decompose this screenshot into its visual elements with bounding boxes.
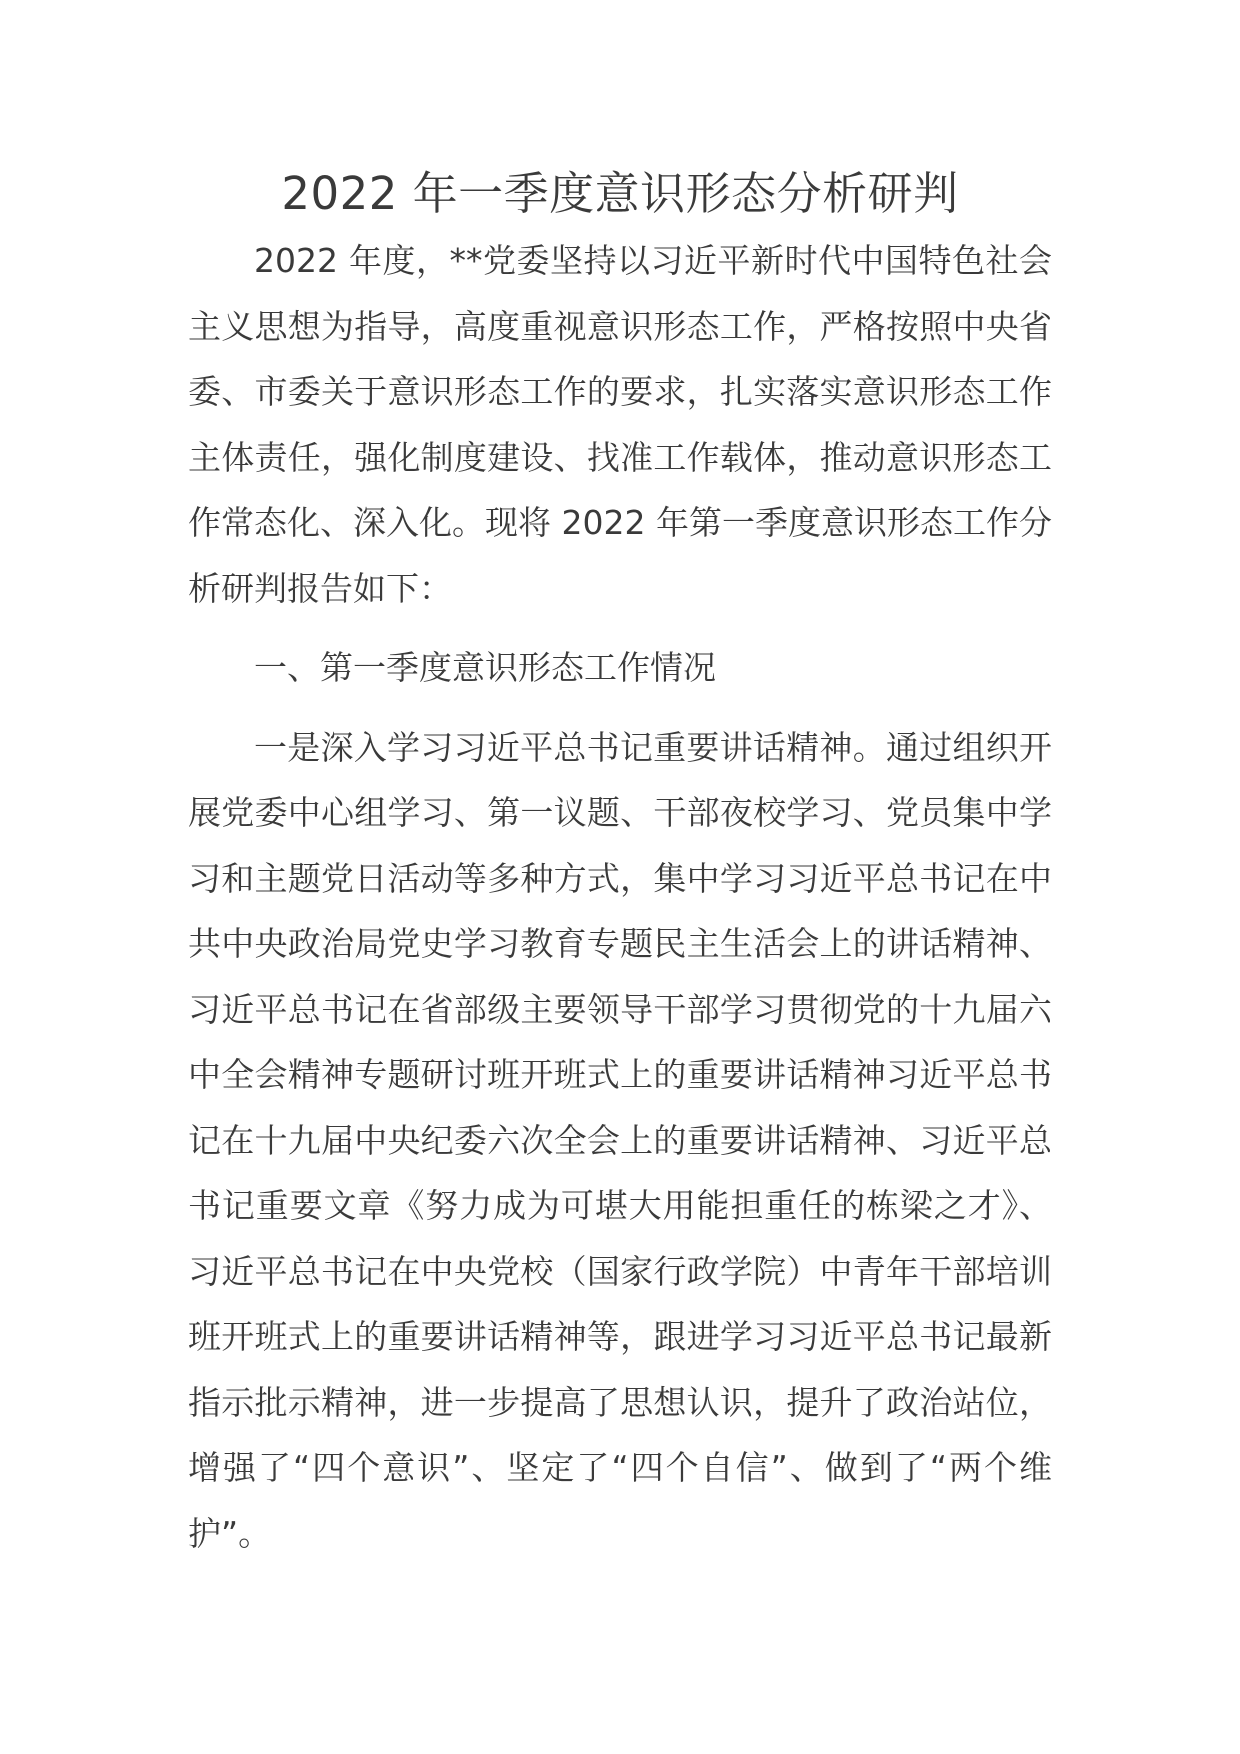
document-page <box>188 160 1052 1566</box>
intro-paragraph: 2022 年度，**党委坚持以习近平新时代中国特色社会主义思想为指导，高度重视意识形态工作，严格按照中央省委、市委关于意识形态工作的要求，扎实落实意识形态工作主体责任，强化制度建设、找准工作载体，推动意识形态工作常态化、深入化。现将 2022 年第一季度意识形态工作分析研判报告如下： <box>188 241 1052 608</box>
document-title: 2022 年一季度意识形态分析研判 <box>281 167 959 220</box>
section-1-heading: 一、第一季度意识形态工作情况 <box>254 648 716 687</box>
section-1-paragraph-1: 一是深入学习习近平总书记重要讲话精神。通过组织开展党委中心组学习、第一议题、干部夜校学习、党员集中学习和主题党日活动等多种方式，集中学习习近平总书记在中共中央政治局党史学习教育专题民主生活会上的讲话精神、习近平总书记在省部级主要领导干部学习贯彻党的十九届六中全会精神专题研讨班开班式上的重要讲话精神习近平总书记在十九届中央纪委六次全会上的重要讲话精神、习近平总书记重要文章《努力成为可堪大用能担重任的栋梁之才》、习近平总书记在中央党校（国家行政学院）中青年干部培训班开班式上的重要讲话精神等，跟进学习习近平总书记最新指示批示精神，进一步提高了思想认识，提升了政治站位，增强了“四个意识”、坚定了“四个自信”、做到了“两个维护”。 <box>188 727 1052 1553</box>
